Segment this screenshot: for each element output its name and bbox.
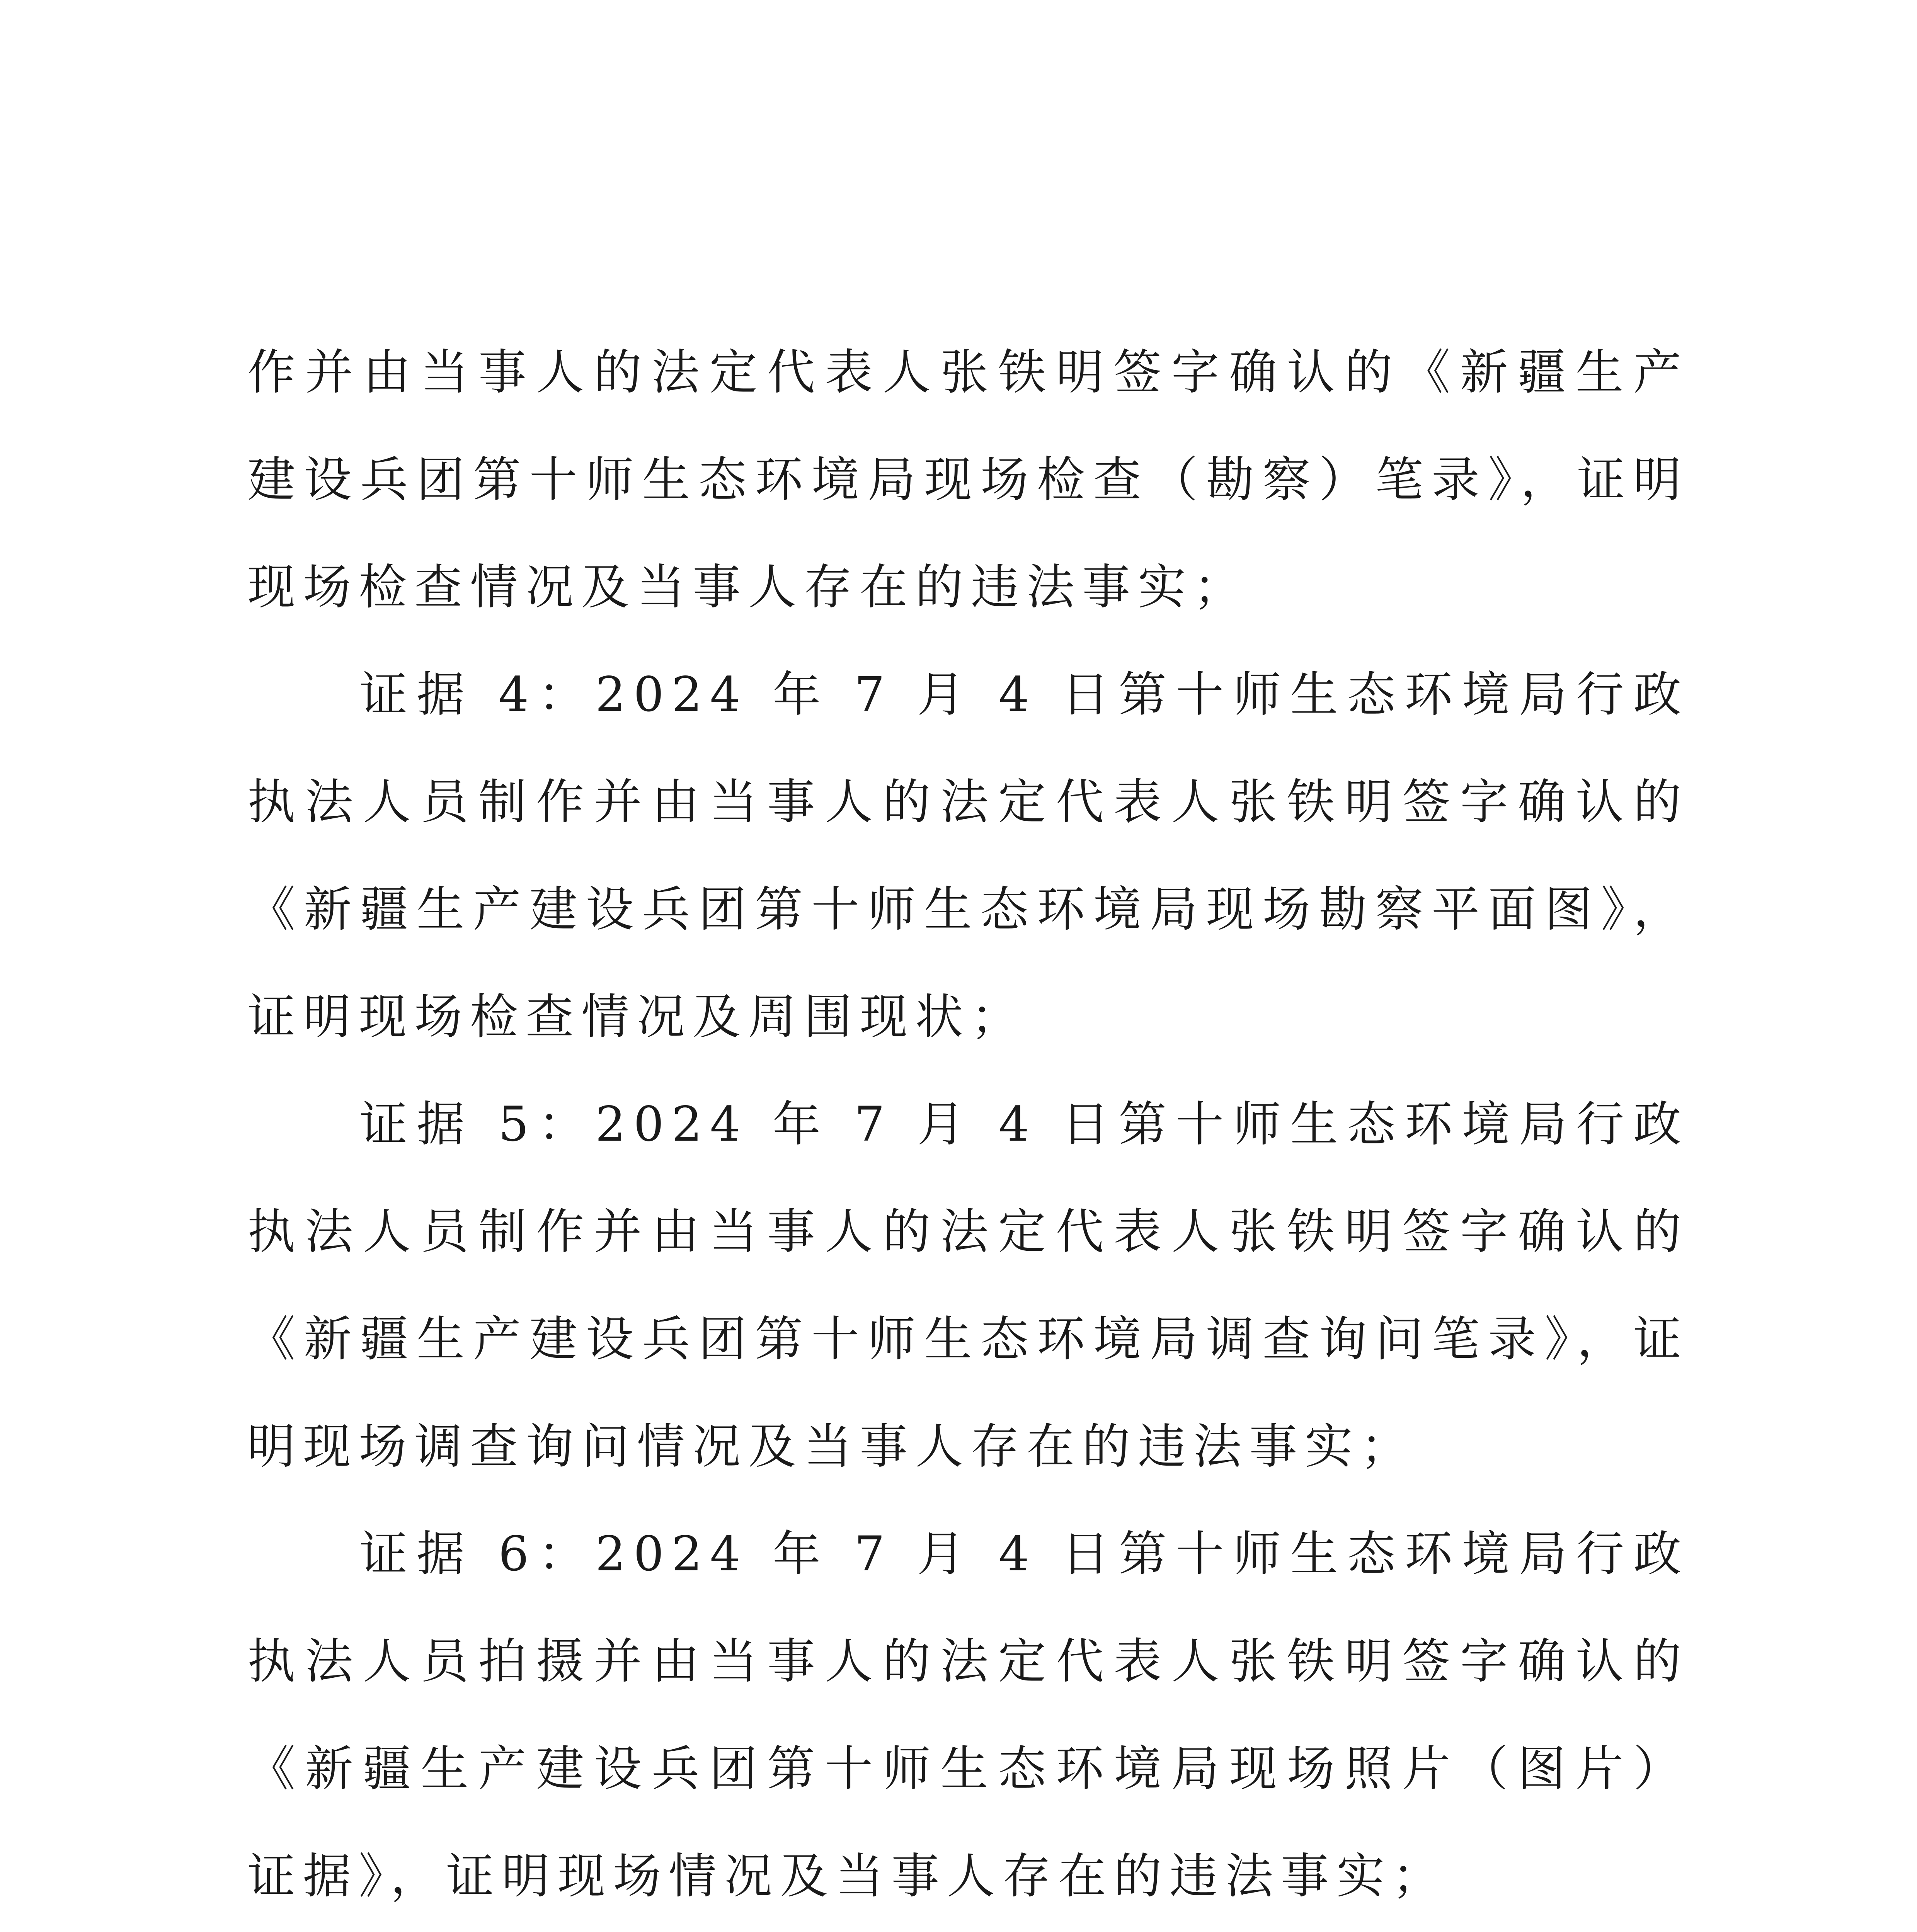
paragraph-evidence-7 (247, 1930, 1689, 1932)
paragraph-evidence-6: 证据 6：2024 年 7 月 4 日第十师生态环境局行政执法人员拍摄并由当事人的法定代表人张铁明签字确认的《新疆生产建设兵团第十师生态环境局现场照片（图片）证据》，证明现场情况及当事人存在的违法事实； (247, 1526, 1689, 1904)
paragraph-evidence-4: 证据 4：2024 年 7 月 4 日第十师生态环境局行政执法人员制作并由当事人的法定代表人张铁明签字确认的《新疆生产建设兵团第十师生态环境局现场勘察平面图》，证明现场检查情况及周围现状； (247, 667, 1689, 1045)
paragraph-evidence-3-continued: 作并由当事人的法定代表人张铁明签字确认的《新疆生产建设兵团第十师生态环境局现场检查（勘察）笔录》，证明现场检查情况及当事人存在的违法事实； (247, 345, 1689, 615)
document-body (247, 319, 1689, 1932)
paragraph-evidence-5: 证据 5：2024 年 7 月 4 日第十师生态环境局行政执法人员制作并由当事人的法定代表人张铁明签字确认的《新疆生产建设兵团第十师生态环境局调查询问笔录》，证明现场调查询问情况及当事人存在的违法事实； (247, 1097, 1689, 1475)
